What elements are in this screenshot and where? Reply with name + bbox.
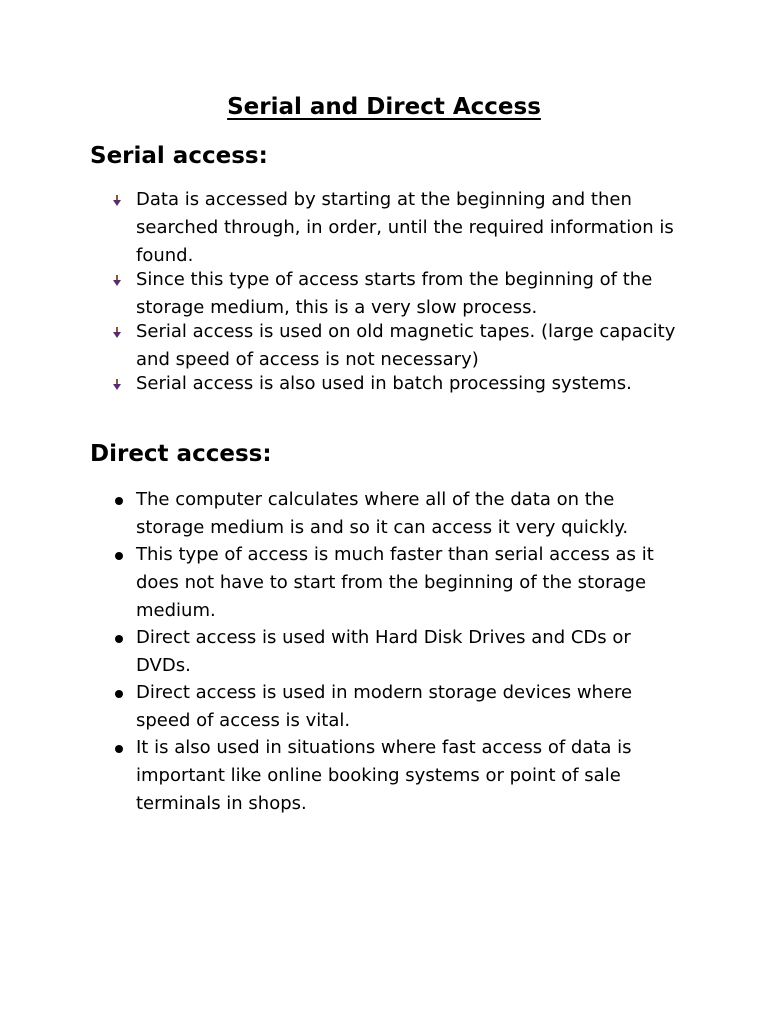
arrow-bullet-icon — [113, 275, 121, 287]
serial-access-list — [0, 186, 768, 394]
serial-access-heading: Serial access: — [90, 143, 268, 169]
list-item — [0, 266, 684, 322]
list-item — [0, 318, 684, 374]
list-item — [0, 186, 684, 270]
dot-bullet-icon — [115, 497, 123, 505]
dot-bullet-icon — [115, 690, 123, 698]
list-item-text: Direct access is used in modern storage devices where speed of access is vital. — [136, 682, 633, 731]
list-item-text: Data is accessed by starting at the beginning and then searched through, in order, until the required information is found. — [136, 189, 674, 266]
page-title: Serial and Direct Access — [227, 94, 541, 120]
list-item-text: This type of access is much faster than serial access as it does not have to start from the beginning of the storage medium. — [136, 544, 654, 621]
arrow-bullet-icon — [113, 379, 121, 391]
list-item — [0, 734, 684, 818]
dot-bullet-icon — [115, 552, 123, 560]
direct-access-heading: Direct access: — [90, 441, 272, 467]
arrow-bullet-icon — [113, 195, 121, 207]
list-item-text: Since this type of access starts from the beginning of the storage medium, this is a very slow process. — [136, 269, 653, 318]
list-item — [0, 541, 684, 625]
list-item-text: It is also used in situations where fast access of data is important like online booking systems or point of sale terminals in shops. — [136, 737, 632, 814]
list-item — [0, 679, 684, 735]
dot-bullet-icon — [115, 635, 123, 643]
arrow-bullet-icon — [113, 327, 121, 339]
direct-access-list — [0, 486, 768, 817]
list-item-text: Direct access is used with Hard Disk Drives and CDs or DVDs. — [136, 627, 631, 676]
list-item-text: Serial access is also used in batch processing systems. — [136, 373, 632, 394]
list-item — [0, 624, 684, 680]
dot-bullet-icon — [115, 745, 123, 753]
list-item-text: The computer calculates where all of the data on the storage medium is and so it can access it very quickly. — [136, 489, 629, 538]
list-item-text: Serial access is used on old magnetic tapes. (large capacity and speed of access is not necessary) — [136, 321, 676, 370]
list-item — [0, 370, 684, 398]
list-item — [0, 486, 684, 542]
